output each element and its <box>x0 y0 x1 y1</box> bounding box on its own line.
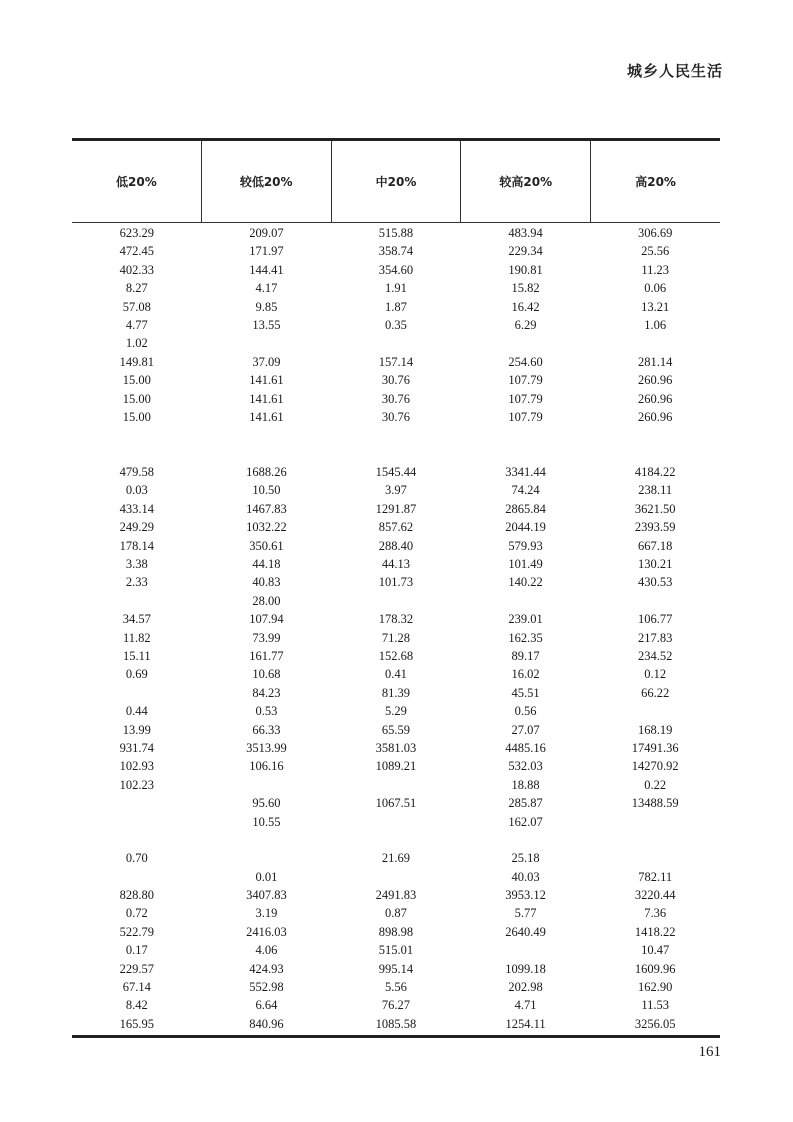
table-cell: 40.03 <box>511 869 540 884</box>
table-cell: 152.68 <box>378 648 414 663</box>
table-cell: 0.69 <box>125 667 148 682</box>
table-row <box>72 463 720 481</box>
table-cell: 515.88 <box>378 226 414 240</box>
table-row <box>72 996 720 1014</box>
table-cell: 74.24 <box>511 483 540 498</box>
table-cell: 30.76 <box>381 391 411 406</box>
table-row <box>72 629 720 647</box>
table-cell: 0.35 <box>385 317 407 332</box>
table-cell <box>331 776 461 794</box>
table-cell <box>202 445 332 463</box>
table-row <box>72 610 720 628</box>
table-row <box>72 941 720 959</box>
table-cell: 3581.03 <box>375 740 417 755</box>
table-cell: 10.50 <box>252 483 281 498</box>
table-cell: 354.60 <box>378 262 414 277</box>
table-cell: 3.97 <box>385 483 407 498</box>
table-row <box>72 316 720 334</box>
table-cell: 430.53 <box>637 575 673 590</box>
table-cell: 6.29 <box>514 317 537 332</box>
table-cell: 65.59 <box>381 722 411 737</box>
table-cell: 13488.59 <box>631 796 679 811</box>
table-row <box>72 721 720 739</box>
table-cell: 27.07 <box>511 722 540 737</box>
table-cell: 3256.05 <box>634 1016 676 1031</box>
table-cell: 2416.03 <box>246 924 287 939</box>
table-cell: 358.74 <box>378 244 414 259</box>
table-cell <box>461 445 591 463</box>
table-row <box>72 665 720 683</box>
table-row <box>72 831 720 849</box>
table-cell: 102.23 <box>119 777 154 792</box>
table-row <box>72 537 720 555</box>
table-cell: 106.77 <box>637 612 673 627</box>
table-row <box>72 757 720 775</box>
table-cell: 165.95 <box>119 1016 154 1031</box>
table-cell: 44.13 <box>381 557 411 572</box>
table-row <box>72 592 720 610</box>
table-cell: 81.39 <box>381 685 411 700</box>
table-cell <box>72 813 202 831</box>
table-cell: 515.01 <box>378 943 414 958</box>
table-cell: 101.49 <box>508 557 543 572</box>
table-cell: 202.98 <box>508 980 543 995</box>
table-cell <box>331 813 461 831</box>
table-cell: 433.14 <box>119 501 154 516</box>
table-cell: 178.32 <box>378 612 414 627</box>
table-cell: 7.36 <box>644 906 667 921</box>
table-row <box>72 500 720 518</box>
table-cell: 57.08 <box>122 299 151 314</box>
table-cell: 1545.44 <box>375 465 417 480</box>
table-cell <box>331 592 461 610</box>
table-cell: 3513.99 <box>246 740 287 755</box>
table-cell: 0.03 <box>125 483 148 498</box>
table-cell: 40.83 <box>252 575 281 590</box>
table-cell: 2393.59 <box>634 520 676 535</box>
table-cell: 107.79 <box>508 391 543 406</box>
table-cell: 15.82 <box>511 281 540 296</box>
table-cell: 13.21 <box>641 299 670 314</box>
table-cell: 260.96 <box>637 391 673 406</box>
table-cell <box>202 426 332 444</box>
table-cell: 2865.84 <box>505 501 546 516</box>
table-cell: 66.22 <box>641 685 670 700</box>
table-cell: 37.09 <box>252 354 281 369</box>
table-row <box>72 426 720 444</box>
table-cell: 11.53 <box>641 998 669 1013</box>
table-row <box>72 813 720 831</box>
table-cell: 10.47 <box>641 943 670 958</box>
table-cell: 4.17 <box>255 281 278 296</box>
table-cell: 0.12 <box>644 667 667 682</box>
table-cell: 28.00 <box>252 593 281 608</box>
table-cell: 30.76 <box>381 373 411 388</box>
table-cell: 8.27 <box>125 281 148 296</box>
table-cell <box>590 813 720 831</box>
table-row <box>72 702 720 720</box>
table-cell: 13.55 <box>252 317 281 332</box>
table-header <box>72 141 720 223</box>
table-cell: 4.06 <box>255 943 278 958</box>
column-header-middle: 中20% <box>332 141 462 222</box>
table-cell: 45.51 <box>511 685 540 700</box>
table-cell: 73.99 <box>252 630 281 645</box>
column-header-lower-middle: 较低20% <box>202 141 332 222</box>
table-cell: 857.62 <box>378 520 414 535</box>
table-cell: 66.33 <box>252 722 281 737</box>
table-cell: 190.81 <box>508 262 543 277</box>
table-cell <box>331 868 461 886</box>
table-cell <box>72 445 202 463</box>
table-cell: 71.28 <box>381 630 411 645</box>
table-cell: 1.06 <box>644 317 667 332</box>
table-cell <box>72 426 202 444</box>
table-cell: 1467.83 <box>246 501 287 516</box>
column-header-low: 低20% <box>72 141 202 222</box>
table-cell: 168.19 <box>637 722 673 737</box>
table-cell: 1291.87 <box>375 501 417 516</box>
table-cell: 828.80 <box>119 888 154 903</box>
table-cell <box>72 868 202 886</box>
table-row <box>72 794 720 812</box>
table-cell <box>461 831 591 849</box>
table-cell: 4184.22 <box>634 465 676 480</box>
table-cell: 0.01 <box>255 869 278 884</box>
table-cell: 552.98 <box>249 980 284 995</box>
table-cell: 15.00 <box>122 373 151 388</box>
table-cell: 898.98 <box>378 924 414 939</box>
table-cell: 532.03 <box>508 759 543 774</box>
table-cell: 623.29 <box>119 226 154 240</box>
table-cell: 144.41 <box>249 262 284 277</box>
table-cell: 0.72 <box>125 906 148 921</box>
table-cell: 3.38 <box>125 557 148 572</box>
table-row <box>72 445 720 463</box>
table-cell <box>590 426 720 444</box>
table-cell: 162.90 <box>637 980 673 995</box>
table-row <box>72 390 720 408</box>
table-row <box>72 353 720 371</box>
table-cell: 0.53 <box>255 704 278 719</box>
table-cell: 1.87 <box>385 299 407 314</box>
page-number: 161 <box>698 1044 721 1060</box>
table-cell: 5.29 <box>385 704 407 719</box>
table-cell: 1688.26 <box>246 465 287 480</box>
table-cell: 1089.21 <box>375 759 417 774</box>
table-cell: 782.11 <box>638 869 673 884</box>
table-cell: 21.69 <box>381 851 411 866</box>
table-cell: 0.17 <box>125 943 148 958</box>
table-row <box>72 334 720 352</box>
table-cell: 4485.16 <box>505 740 546 755</box>
table-cell: 3341.44 <box>505 465 546 480</box>
table-cell: 424.93 <box>249 961 284 976</box>
table-cell: 5.56 <box>385 980 407 995</box>
table-row <box>72 408 720 426</box>
table-row <box>72 1015 720 1033</box>
table-cell: 1.02 <box>125 336 148 351</box>
table-row <box>72 978 720 996</box>
table-cell: 306.69 <box>637 226 673 240</box>
table-cell: 15.00 <box>122 391 151 406</box>
table-cell: 15.11 <box>122 648 151 663</box>
table-cell: 522.79 <box>119 924 154 939</box>
table-cell: 14270.92 <box>631 759 679 774</box>
table-cell: 106.16 <box>249 759 284 774</box>
table-cell: 229.34 <box>508 244 543 259</box>
table-cell: 107.79 <box>508 373 543 388</box>
table-cell: 11.23 <box>641 262 669 277</box>
table-cell <box>72 794 202 812</box>
table-cell: 25.18 <box>511 851 540 866</box>
table-cell: 0.70 <box>125 851 148 866</box>
table-cell: 141.61 <box>249 391 284 406</box>
table-row <box>72 573 720 591</box>
table-cell: 18.88 <box>511 777 540 792</box>
table-cell: 254.60 <box>508 354 543 369</box>
column-header-high: 高20% <box>635 175 676 189</box>
table-cell: 260.96 <box>637 373 673 388</box>
table-cell: 483.94 <box>508 226 543 240</box>
table-row <box>72 960 720 978</box>
table-cell: 0.41 <box>385 667 407 682</box>
table-cell: 162.07 <box>508 814 543 829</box>
table-cell: 161.77 <box>249 648 284 663</box>
table-cell: 149.81 <box>119 354 154 369</box>
table-cell: 2.33 <box>125 575 148 590</box>
table-cell: 579.93 <box>508 538 543 553</box>
table-cell: 3.19 <box>255 906 278 921</box>
table-cell: 3407.83 <box>246 888 287 903</box>
column-header-upper-middle: 较高20% <box>461 141 591 222</box>
table-row <box>72 371 720 389</box>
table-cell <box>202 849 332 867</box>
table-cell: 0.56 <box>514 704 537 719</box>
table-cell <box>590 702 720 720</box>
table-cell: 84.23 <box>252 685 281 700</box>
table-cell: 840.96 <box>249 1016 284 1031</box>
table-cell: 402.33 <box>119 262 154 277</box>
table-row <box>72 242 720 260</box>
table-cell: 67.14 <box>122 980 151 995</box>
table-cell <box>590 592 720 610</box>
running-head: 城乡人民生活 <box>626 62 723 80</box>
table-cell: 995.14 <box>378 961 414 976</box>
table-cell: 209.07 <box>249 226 284 240</box>
table-row <box>72 776 720 794</box>
table-cell: 141.61 <box>249 409 284 424</box>
table-cell: 1.91 <box>385 281 407 296</box>
table-cell: 89.17 <box>511 648 540 663</box>
table-cell <box>331 831 461 849</box>
table-cell: 239.01 <box>508 612 543 627</box>
table-row <box>72 298 720 316</box>
table-cell: 2044.19 <box>505 520 546 535</box>
table-cell: 162.35 <box>508 630 543 645</box>
table-cell: 16.42 <box>511 299 540 314</box>
table-cell: 1099.18 <box>505 961 546 976</box>
table-cell: 2640.49 <box>505 924 546 939</box>
table-cell <box>72 831 202 849</box>
table-row <box>72 868 720 886</box>
table-cell: 931.74 <box>119 740 154 755</box>
table-cell: 10.68 <box>252 667 281 682</box>
table-cell <box>590 334 720 352</box>
table-cell: 15.00 <box>122 409 151 424</box>
table-row <box>72 849 720 867</box>
table-cell: 0.06 <box>644 281 667 296</box>
table-cell: 9.85 <box>255 299 278 314</box>
table-cell: 141.61 <box>249 373 284 388</box>
table-cell: 249.29 <box>119 520 154 535</box>
table-cell: 6.64 <box>255 998 278 1013</box>
table-row <box>72 684 720 702</box>
table-cell <box>461 334 591 352</box>
table-row <box>72 923 720 941</box>
table-cell: 5.77 <box>514 906 537 921</box>
table-row <box>72 261 720 279</box>
table-cell: 44.18 <box>252 557 281 572</box>
table-cell: 350.61 <box>249 538 284 553</box>
table-cell: 1418.22 <box>634 924 676 939</box>
table-cell: 25.56 <box>641 244 670 259</box>
table-cell: 238.11 <box>638 483 673 498</box>
table-cell: 281.14 <box>637 354 673 369</box>
table-row <box>72 739 720 757</box>
table-cell: 3953.12 <box>505 888 546 903</box>
table-cell: 30.76 <box>381 409 411 424</box>
table-cell: 107.79 <box>508 409 543 424</box>
table-cell <box>461 592 591 610</box>
data-table <box>72 138 720 1038</box>
table-cell: 1609.96 <box>634 961 676 976</box>
table-row <box>72 647 720 665</box>
table-cell: 17491.36 <box>631 740 679 755</box>
table-cell: 95.60 <box>252 796 281 811</box>
table-cell: 472.45 <box>119 244 154 259</box>
table-cell: 3621.50 <box>634 501 676 516</box>
table-row <box>72 886 720 904</box>
table-cell: 229.57 <box>119 961 154 976</box>
table-cell: 178.14 <box>119 538 154 553</box>
table-row <box>72 518 720 536</box>
table-cell: 2491.83 <box>375 888 417 903</box>
table-cell <box>461 426 591 444</box>
table-cell: 4.77 <box>125 317 148 332</box>
table-cell: 288.40 <box>378 538 414 553</box>
table-cell: 3220.44 <box>634 888 676 903</box>
table-cell: 1067.51 <box>375 796 417 811</box>
table-body <box>72 223 720 1033</box>
table-cell: 217.83 <box>637 630 673 645</box>
table-cell: 234.52 <box>637 648 673 663</box>
table-cell <box>72 592 202 610</box>
table-cell: 13.99 <box>122 722 151 737</box>
table-cell: 0.87 <box>385 906 407 921</box>
table-cell: 0.44 <box>125 704 148 719</box>
table-cell <box>590 831 720 849</box>
table-row <box>72 224 720 242</box>
table-cell <box>590 849 720 867</box>
table-cell <box>461 941 591 959</box>
table-cell <box>202 776 332 794</box>
table-cell: 10.55 <box>252 814 281 829</box>
table-cell: 16.02 <box>511 667 540 682</box>
table-cell: 260.96 <box>637 409 673 424</box>
table-row <box>72 904 720 922</box>
table-cell: 102.93 <box>119 759 154 774</box>
table-bottom-rule <box>72 1035 720 1038</box>
table-row <box>72 481 720 499</box>
table-cell: 101.73 <box>378 575 414 590</box>
table-cell: 1032.22 <box>246 520 287 535</box>
table-cell: 479.58 <box>119 465 154 480</box>
table-row <box>72 279 720 297</box>
table-cell <box>72 684 202 702</box>
table-cell: 4.71 <box>514 998 537 1013</box>
table-row <box>72 555 720 573</box>
table-cell: 171.97 <box>249 244 284 259</box>
table-cell: 1254.11 <box>505 1016 546 1031</box>
table-cell: 667.18 <box>637 538 673 553</box>
table-cell: 107.94 <box>249 612 284 627</box>
table-cell: 157.14 <box>378 354 414 369</box>
table-cell: 1085.58 <box>375 1016 417 1031</box>
table-cell: 8.42 <box>125 998 148 1013</box>
table-cell <box>331 426 461 444</box>
table-cell <box>202 831 332 849</box>
table-cell: 34.57 <box>122 612 151 627</box>
table-cell: 76.27 <box>381 998 411 1013</box>
table-cell: 130.21 <box>637 557 673 572</box>
table-cell <box>331 445 461 463</box>
table-cell: 0.22 <box>644 777 667 792</box>
table-cell <box>202 334 332 352</box>
table-cell <box>331 334 461 352</box>
table-cell: 140.22 <box>508 575 543 590</box>
table-cell: 11.82 <box>122 630 151 645</box>
table-cell: 285.87 <box>508 796 543 811</box>
table-cell <box>590 445 720 463</box>
